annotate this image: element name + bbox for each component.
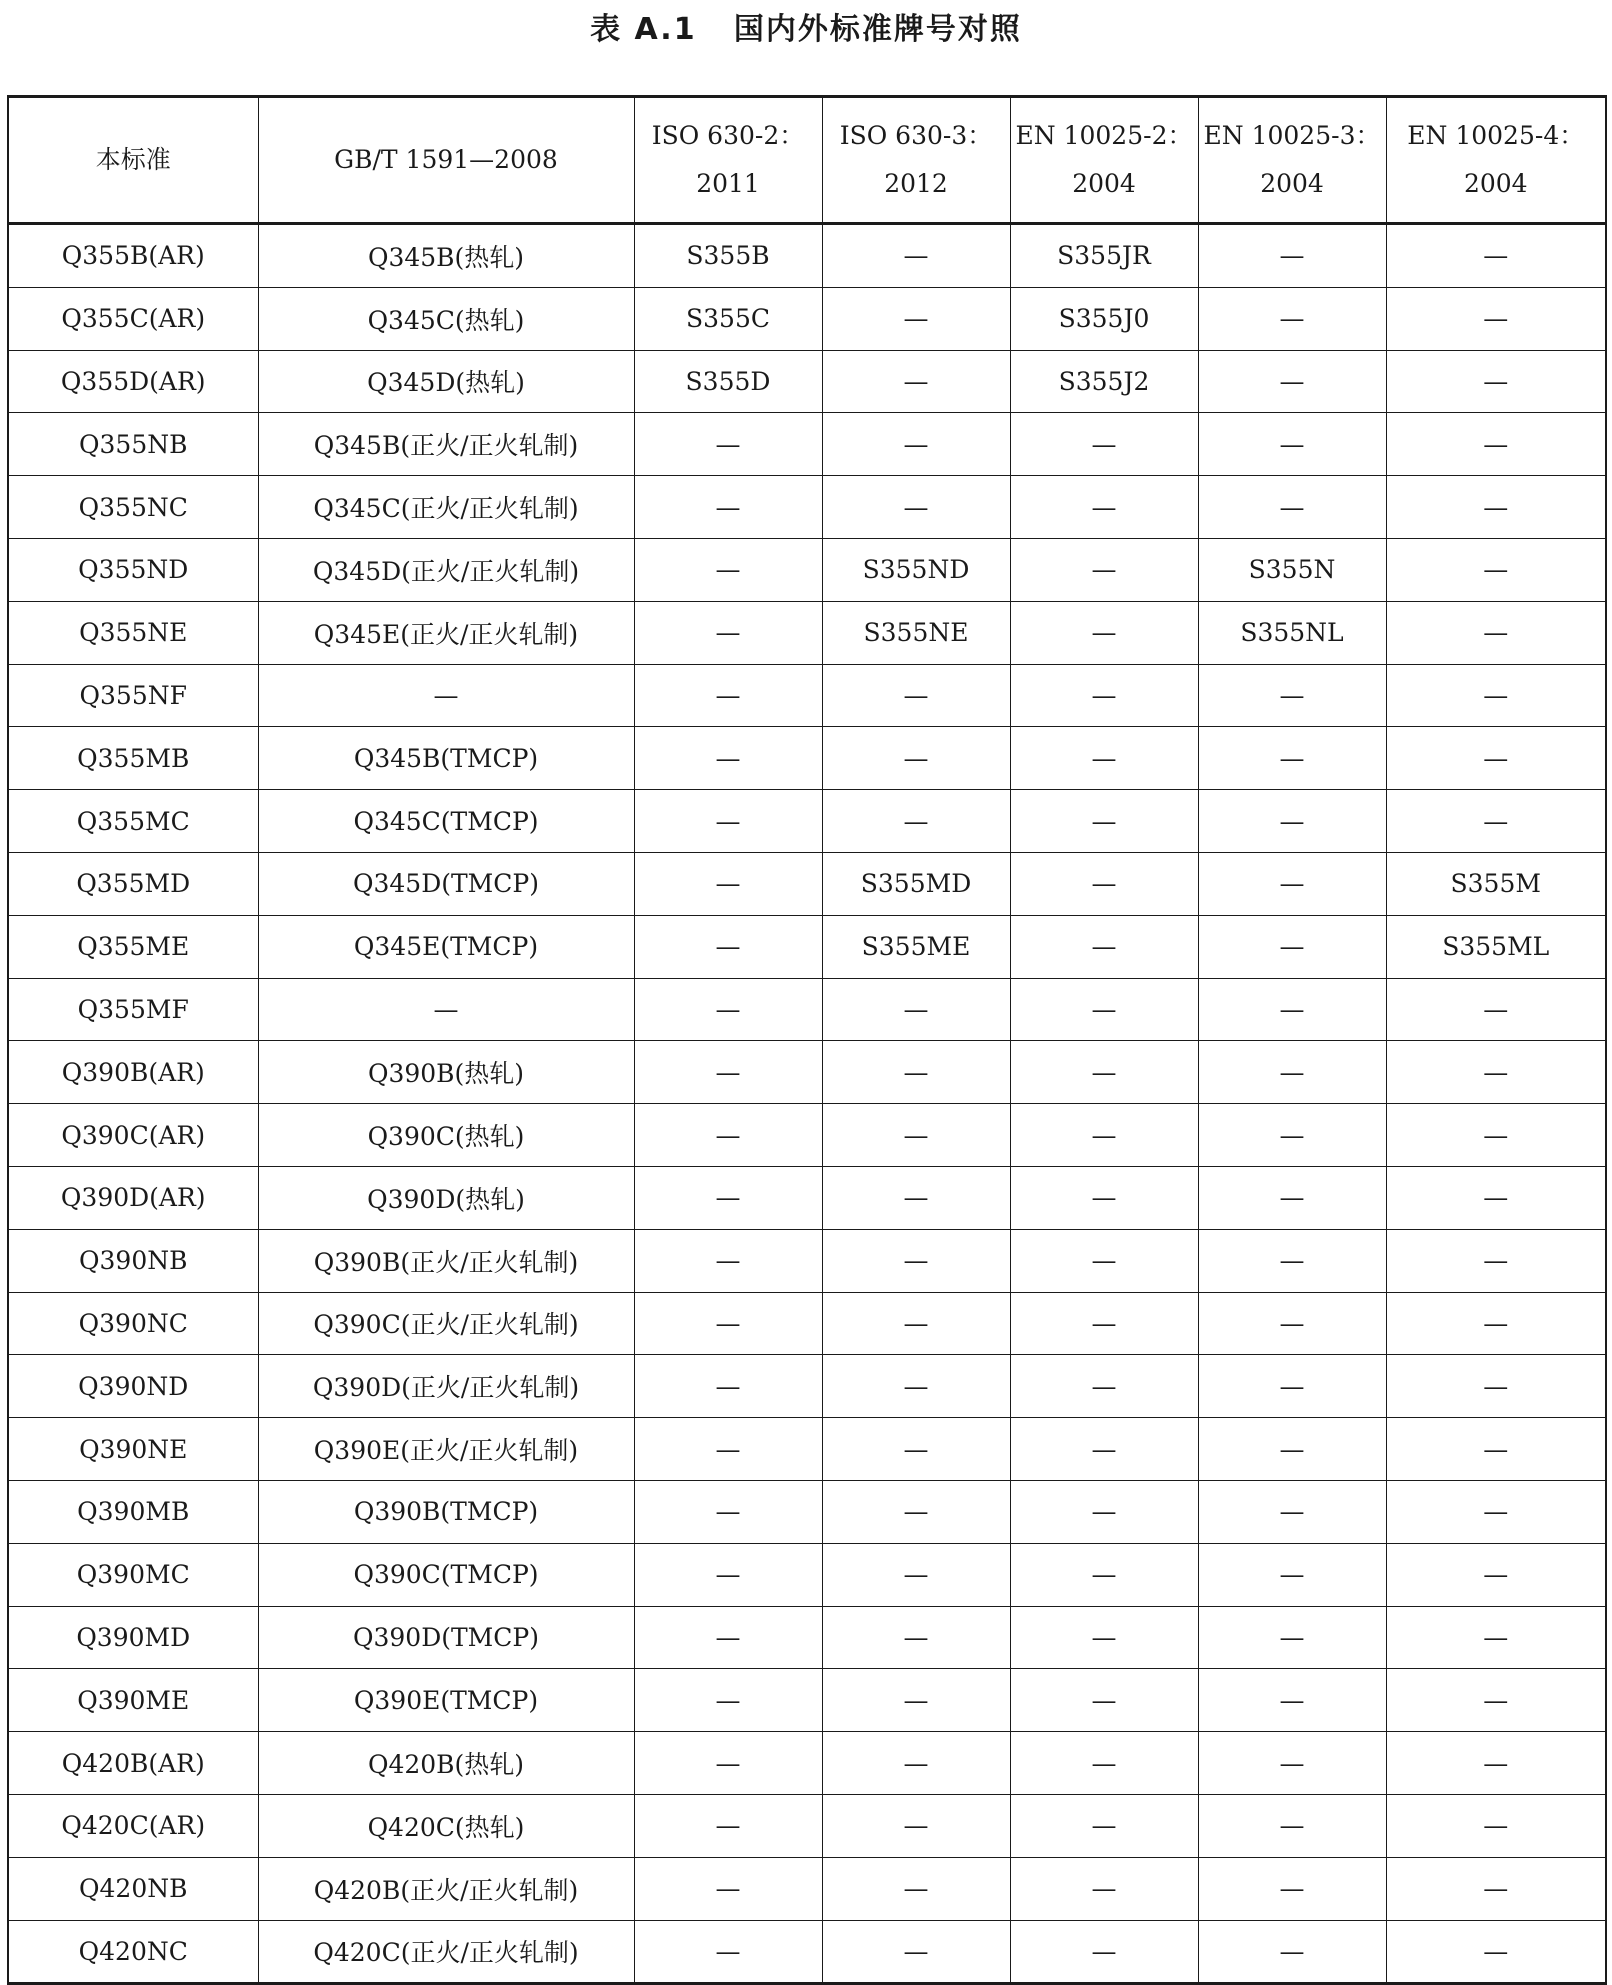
table-cell: Q355ND [8,538,258,601]
table-cell: — [634,1355,822,1418]
table-cell: — [1198,224,1386,288]
table-cell: — [1198,1355,1386,1418]
table-cell: — [1198,287,1386,350]
table-row [8,1418,1606,1481]
table-row [8,1669,1606,1732]
table-cell: — [634,1543,822,1606]
table-row [8,1857,1606,1920]
table-cell: — [1010,915,1198,978]
column-header [822,97,1010,224]
table-cell: — [1198,1229,1386,1292]
table-cell: Q390B(AR) [8,1041,258,1104]
table-cell: Q420C(热轧) [258,1794,634,1857]
table-row [8,601,1606,664]
table-cell: — [1386,978,1606,1041]
column-header [1010,97,1198,224]
table-cell: Q345C(热轧) [258,287,634,350]
table-cell: — [822,1166,1010,1229]
column-header [8,97,258,224]
table-cell: — [634,1166,822,1229]
table-cell: — [1386,601,1606,664]
table-row [8,978,1606,1041]
table-cell: — [822,224,1010,288]
table-cell: S355MD [822,852,1010,915]
table-cell: Q345B(热轧) [258,224,634,288]
table-cell: — [1198,1104,1386,1167]
table-cell: — [1010,476,1198,539]
table-cell: Q390D(热轧) [258,1166,634,1229]
table-cell: — [634,1480,822,1543]
table-cell: S355D [634,350,822,413]
table-cell: — [1198,1857,1386,1920]
table-cell: Q355C(AR) [8,287,258,350]
table-cell: Q390ND [8,1355,258,1418]
table-cell: — [1386,1794,1606,1857]
column-header-text: EN 10025-2： [1015,121,1193,150]
table-cell: Q390C(热轧) [258,1104,634,1167]
table-row [8,1355,1606,1418]
table-row [8,790,1606,853]
table-cell: — [1386,1229,1606,1292]
table-cell: — [822,476,1010,539]
table-row [8,1606,1606,1669]
table-cell: Q345D(TMCP) [258,852,634,915]
table-cell: S355JR [1010,224,1198,288]
table-cell: Q355NF [8,664,258,727]
table-cell: — [1386,1355,1606,1418]
table-cell: Q345D(热轧) [258,350,634,413]
table-cell: Q390MD [8,1606,258,1669]
table-cell: S355ME [822,915,1010,978]
table-cell: Q355MC [8,790,258,853]
table-row [8,350,1606,413]
table-cell: — [634,1418,822,1481]
table-cell: — [1386,1669,1606,1732]
table-cell: — [1010,1041,1198,1104]
table-cell: — [634,476,822,539]
table-cell: — [634,790,822,853]
table-cell: — [1386,1041,1606,1104]
table-cell: — [822,664,1010,727]
table-cell: — [1386,1606,1606,1669]
table-cell: — [822,1292,1010,1355]
table-cell: Q355MB [8,727,258,790]
table-row [8,1292,1606,1355]
table-cell: — [1386,538,1606,601]
table-cell: Q390D(AR) [8,1166,258,1229]
table-cell: — [1010,664,1198,727]
table-cell: S355NL [1198,601,1386,664]
table-cell: — [1010,790,1198,853]
table-cell: — [1198,1920,1386,1984]
column-header-text: ISO 630-3： [839,121,993,150]
table-cell: Q345E(TMCP) [258,915,634,978]
table-row [8,664,1606,727]
table-row [8,287,1606,350]
column-header [258,97,634,224]
column-header-text: 2012 [884,169,948,198]
table-cell: — [1386,727,1606,790]
table-cell: — [634,1794,822,1857]
table-cell: S355J2 [1010,350,1198,413]
table-cell: Q390C(AR) [8,1104,258,1167]
table-cell: Q390E(TMCP) [258,1669,634,1732]
column-header-text: GB/T 1591—2008 [334,145,558,174]
table-cell: — [1198,1041,1386,1104]
table-cell: — [822,287,1010,350]
table-cell: S355J0 [1010,287,1198,350]
table-cell: Q390ME [8,1669,258,1732]
table-cell: — [822,790,1010,853]
table-row [8,413,1606,476]
table-cell: — [1198,1606,1386,1669]
table-cell: — [822,1920,1010,1984]
header-row [8,97,1606,224]
table-cell: — [1198,727,1386,790]
table-cell: — [822,1669,1010,1732]
table-cell: Q390D(正火/正火轧制) [258,1355,634,1418]
table-cell: Q345C(TMCP) [258,790,634,853]
table-cell: — [1198,978,1386,1041]
table-row [8,538,1606,601]
table-cell: — [1010,601,1198,664]
table-cell: — [1010,1292,1198,1355]
table-cell: — [1010,1606,1198,1669]
table-cell: Q345C(正火/正火轧制) [258,476,634,539]
table-cell: — [1386,476,1606,539]
table-cell: — [634,1920,822,1984]
table-cell: Q345B(TMCP) [258,727,634,790]
table-cell: S355NE [822,601,1010,664]
table-cell: Q355NC [8,476,258,539]
table-cell: — [822,1229,1010,1292]
table-cell: Q420NC [8,1920,258,1984]
table-cell: — [822,1857,1010,1920]
table-cell: — [1198,852,1386,915]
table-cell: — [634,1732,822,1795]
table-cell: — [634,664,822,727]
table-cell: — [822,413,1010,476]
table-cell: Q420B(AR) [8,1732,258,1795]
table-cell: — [258,664,634,727]
table-cell: S355N [1198,538,1386,601]
table-cell: — [1386,350,1606,413]
table-row [8,1041,1606,1104]
table-cell: Q390B(热轧) [258,1041,634,1104]
table-cell: — [1010,538,1198,601]
table-cell: — [1010,978,1198,1041]
table-cell: Q420C(AR) [8,1794,258,1857]
table-cell: — [822,1732,1010,1795]
table-cell: — [1198,1480,1386,1543]
table-cell: — [634,852,822,915]
table-cell: — [1010,852,1198,915]
table-cell: — [1010,1355,1198,1418]
table-cell: Q345D(正火/正火轧制) [258,538,634,601]
table-cell: Q390B(正火/正火轧制) [258,1229,634,1292]
table-cell: Q355NE [8,601,258,664]
table-row [8,1920,1606,1984]
table-cell: — [1010,1732,1198,1795]
table-cell: — [634,978,822,1041]
table-cell: — [822,1543,1010,1606]
table-cell: — [1198,350,1386,413]
table-cell: — [1386,1857,1606,1920]
table-cell: S355C [634,287,822,350]
table-cell: — [1010,1229,1198,1292]
table-cell: — [634,1041,822,1104]
table-row [8,1480,1606,1543]
table-cell: — [1386,1543,1606,1606]
table-cell: — [1198,1794,1386,1857]
table-cell: — [822,1104,1010,1167]
table-cell: — [1010,1794,1198,1857]
table-cell: — [1010,1543,1198,1606]
column-header [634,97,822,224]
table-cell: Q390D(TMCP) [258,1606,634,1669]
table-cell: Q390B(TMCP) [258,1480,634,1543]
table-cell: — [258,978,634,1041]
table-cell: — [822,350,1010,413]
column-header [1386,97,1606,224]
table-cell: — [1010,1669,1198,1732]
table-cell: Q355NB [8,413,258,476]
table-cell: Q345B(正火/正火轧制) [258,413,634,476]
table-row [8,224,1606,288]
column-header [1198,97,1386,224]
table-cell: — [1010,1920,1198,1984]
table-cell: Q355MF [8,978,258,1041]
table-cell: S355ND [822,538,1010,601]
table-row [8,915,1606,978]
table-row [8,727,1606,790]
table-header [8,97,1606,224]
table-cell: — [1198,915,1386,978]
table-cell: — [1386,790,1606,853]
table-cell: Q390E(正火/正火轧制) [258,1418,634,1481]
table-cell: Q390NB [8,1229,258,1292]
table-cell: — [1386,1920,1606,1984]
table-cell: S355ML [1386,915,1606,978]
table-cell: — [634,727,822,790]
table-cell: Q390MB [8,1480,258,1543]
table-cell: — [634,1292,822,1355]
table-cell: — [1386,1104,1606,1167]
table-cell: — [1198,413,1386,476]
grade-comparison-table [7,95,1607,1985]
table-cell: — [1010,1480,1198,1543]
table-cell: — [1386,1732,1606,1795]
table-cell: — [1010,1857,1198,1920]
table-cell: — [822,1794,1010,1857]
table-cell: — [1010,413,1198,476]
table-cell: Q390NC [8,1292,258,1355]
table-cell: — [1386,413,1606,476]
table-cell: — [1010,727,1198,790]
table-cell: — [634,413,822,476]
table-cell: — [1198,790,1386,853]
table-row [8,1543,1606,1606]
table-cell: — [822,978,1010,1041]
table-cell: Q355MD [8,852,258,915]
table-cell: — [1198,476,1386,539]
table-cell: Q420NB [8,1857,258,1920]
table-cell: — [1010,1166,1198,1229]
table-cell: S355M [1386,852,1606,915]
table-cell: Q345E(正火/正火轧制) [258,601,634,664]
table-cell: — [1198,1543,1386,1606]
table-cell: — [634,915,822,978]
table-cell: Q390NE [8,1418,258,1481]
table-cell: — [822,1041,1010,1104]
column-header-text: 2004 [1463,169,1528,198]
table-cell: Q390C(TMCP) [258,1543,634,1606]
table-cell: — [1198,664,1386,727]
table-cell: — [1386,224,1606,288]
table-row [8,1104,1606,1167]
table-cell: — [634,538,822,601]
table-cell: — [1386,1292,1606,1355]
table-cell: — [634,1229,822,1292]
column-header-text: EN 10025-4： [1407,121,1585,150]
table-row [8,1732,1606,1795]
table-cell: — [822,1480,1010,1543]
table-cell: — [1386,1418,1606,1481]
table-cell: — [1386,664,1606,727]
table-body [8,224,1606,1984]
table-row [8,1794,1606,1857]
table-cell: — [1386,1480,1606,1543]
table-cell: Q355D(AR) [8,350,258,413]
table-cell: — [1010,1104,1198,1167]
column-header-text: 2004 [1072,169,1136,198]
table-cell: — [634,1104,822,1167]
table-cell: S355B [634,224,822,288]
table-cell: — [822,1418,1010,1481]
table-cell: Q355ME [8,915,258,978]
table-cell: — [1198,1166,1386,1229]
table-cell: Q420B(正火/正火轧制) [258,1857,634,1920]
table-cell: — [634,1669,822,1732]
column-header-text: 本标准 [95,145,171,174]
table-cell: — [1198,1292,1386,1355]
table-cell: — [634,601,822,664]
table-cell: Q420B(热轧) [258,1732,634,1795]
column-header-text: EN 10025-3： [1203,121,1381,150]
table-cell: — [1198,1669,1386,1732]
table-cell: — [1010,1418,1198,1481]
table-row [8,852,1606,915]
table-row [8,1229,1606,1292]
column-header-text: ISO 630-2： [651,121,805,150]
table-title: 表 A.1 国内外标准牌号对照 [590,12,1022,47]
table-cell: Q420C(正火/正火轧制) [258,1920,634,1984]
table-cell: — [1386,1166,1606,1229]
table-cell: Q390C(正火/正火轧制) [258,1292,634,1355]
table-cell: — [822,1606,1010,1669]
table-cell: — [1386,287,1606,350]
table-cell: — [634,1857,822,1920]
table-row [8,1166,1606,1229]
table-row [8,476,1606,539]
table-cell: — [822,1355,1010,1418]
table-cell: — [1198,1418,1386,1481]
table-cell: — [634,1606,822,1669]
column-header-text: 2011 [696,169,760,198]
table-cell: Q355B(AR) [8,224,258,288]
column-header-text: 2004 [1260,169,1324,198]
table-cell: — [822,727,1010,790]
table-cell: — [1198,1732,1386,1795]
table-cell: Q390MC [8,1543,258,1606]
